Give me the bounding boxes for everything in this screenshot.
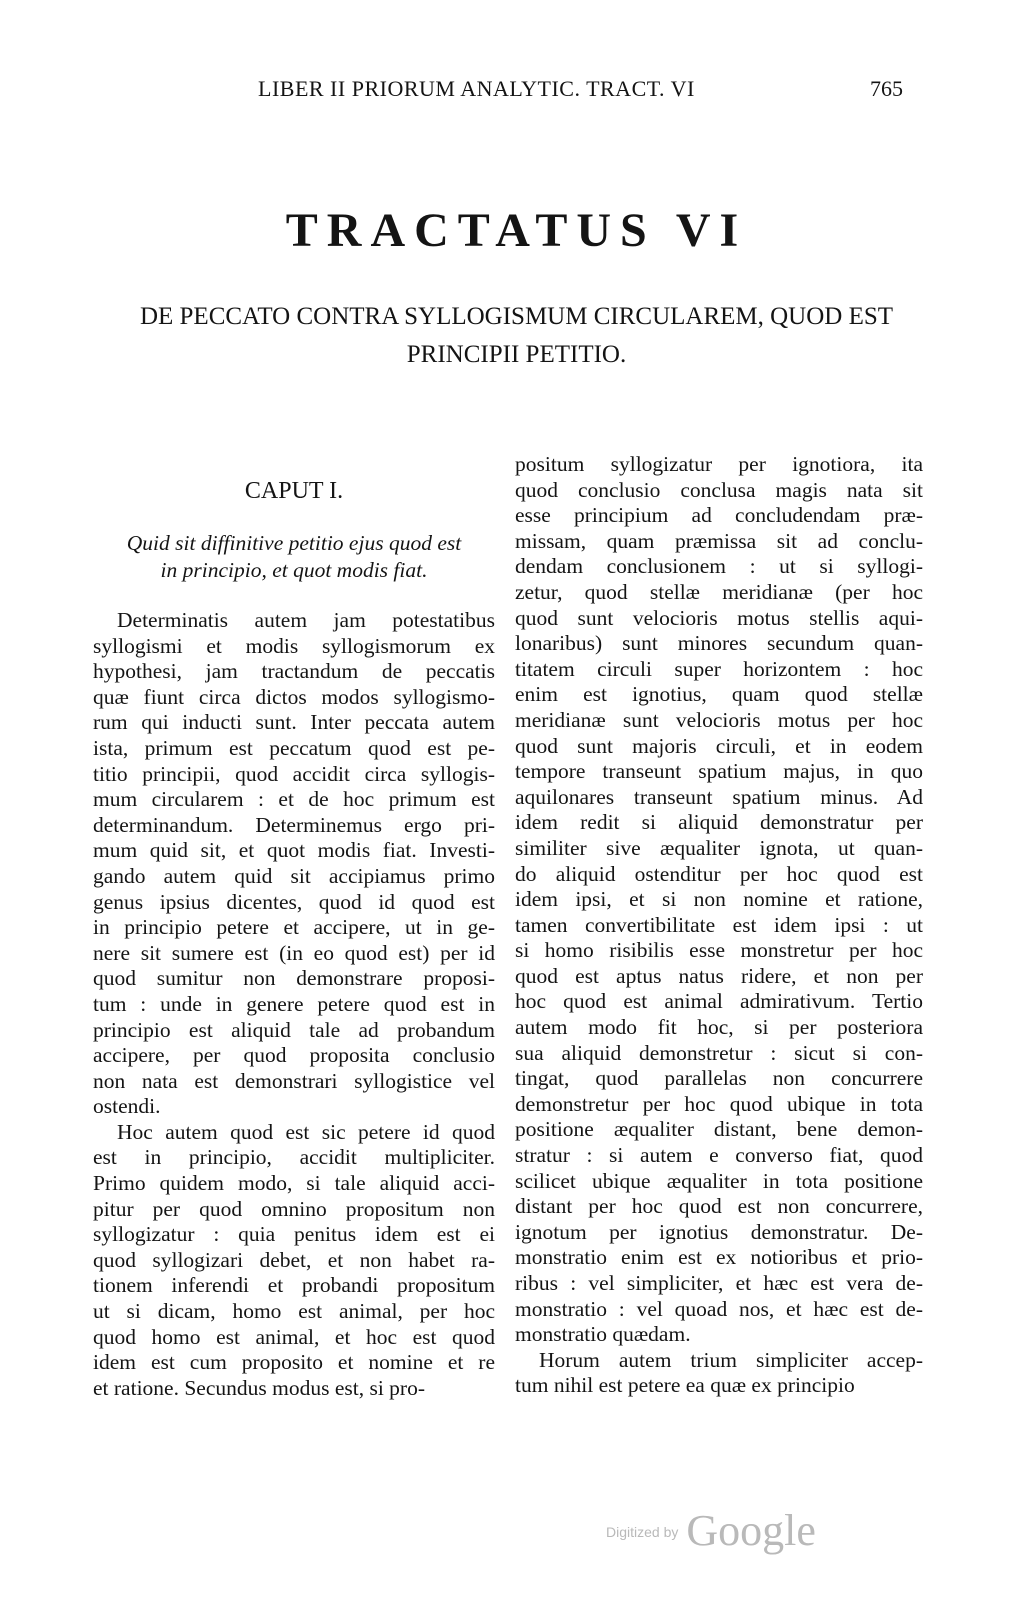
text-line: tum nihil est petere ea quæ ex principio xyxy=(515,1373,855,1398)
chapter-subheading xyxy=(93,530,495,584)
text-line: quod syllogizari debet, et non habet ra- xyxy=(93,1247,495,1272)
text-line: est in principio, accidit multipliciter. xyxy=(93,1145,495,1170)
text-line: quod est aptus natus ridere, et non per xyxy=(515,963,923,988)
text-line: syllogismi et modis syllogismorum ex xyxy=(93,633,495,658)
text-line: titio principii, quod accidit circa syllogis- xyxy=(93,761,495,786)
text-line: quod conclusio conclusa magis nata sit xyxy=(515,477,923,502)
chapter-subheading-line: Quid sit diffinitive petitio ejus quod est xyxy=(126,531,462,555)
text-line: ribus : vel simpliciter, et hæc est vera de- xyxy=(515,1271,923,1295)
text-line: distant per hoc quod est non concurrere, xyxy=(515,1194,923,1219)
text-line: ut si dicam, homo est animal, per hoc xyxy=(93,1299,495,1324)
text-line: ignotum per ignotius demonstratur. De- xyxy=(515,1219,923,1244)
text-line: accipere, per quod proposita conclusio xyxy=(93,1043,495,1068)
text-line: gando autem quid sit accipiamus primo xyxy=(93,863,495,888)
chapter-heading: CAPUT I. xyxy=(244,478,344,504)
text-line: sua aliquid demonstretur : sicut si con- xyxy=(515,1040,923,1065)
text-line: esse principium ad concludendam præ- xyxy=(515,503,923,528)
digitized-watermark xyxy=(606,1505,816,1556)
text-line: tionem inferendi et probandi propositum xyxy=(93,1273,495,1298)
text-line: stratur : si autem e converso fiat, quod xyxy=(515,1143,923,1168)
text-line: scilicet ubique æqualiter in tota positione xyxy=(515,1168,923,1193)
page-number: 765 xyxy=(870,76,903,101)
text-line: ista, primum est peccatum quod est pe- xyxy=(93,735,495,760)
text-line: Horum autem trium simpliciter accep- xyxy=(539,1347,923,1372)
text-line: tamen convertibilitate est idem ipsi : ut xyxy=(515,912,923,937)
text-line: hypothesi, jam tractandum de peccatis xyxy=(93,659,495,684)
text-line: hoc quod est animal admirativum. Tertio xyxy=(515,989,923,1014)
text-line: si homo risibilis esse monstretur per hoc xyxy=(515,938,923,963)
watermark-caption: Digitized by xyxy=(606,1524,679,1540)
text-line: Primo quidem modo, si tale aliquid acci- xyxy=(93,1171,495,1196)
text-line: meridianæ sunt velocioris motus per hoc xyxy=(515,707,923,732)
text-line: mum quid sit, et quot modis fiat. Investi- xyxy=(93,838,495,863)
text-line: titatem circuli super horizontem : hoc xyxy=(515,656,923,681)
text-line: monstratio quædam. xyxy=(515,1322,691,1347)
treatise-subtitle: DE PECCATO CONTRA SYLLOGISMUM CIRCULAREM, QUOD EST PRINCIPII PETITIO. xyxy=(139,303,894,368)
text-line: principio est aliquid tale ad probandum xyxy=(93,1017,495,1042)
text-line: nere sit sumere est (in eo quod est) per id xyxy=(93,940,495,965)
text-line: Determinatis autem jam potestatibus xyxy=(117,608,495,632)
left-text-column xyxy=(93,608,495,1401)
text-line: quod sumitur non demonstrare proposi- xyxy=(93,966,495,991)
text-line: zetur, quod stellæ meridianæ (per hoc xyxy=(515,579,923,604)
text-line: aquilonares transeunt spatium minus. Ad xyxy=(515,784,923,809)
google-logo: Google xyxy=(686,1506,816,1555)
text-line: determinandum. Determinemus ergo pri- xyxy=(93,812,495,837)
text-line: tempore transeunt spatium majus, in quo xyxy=(515,759,923,784)
text-line: rum qui inducti sunt. Inter peccata autem xyxy=(93,710,495,735)
text-line: dendam conclusionem : ut si syllogi- xyxy=(515,554,923,579)
text-line: enim est ignotius, quam quod stellæ xyxy=(515,682,923,707)
right-text-column xyxy=(515,452,923,1399)
text-line: demonstretur per hoc quod ubique in tota xyxy=(515,1091,923,1116)
text-line: monstratio : vel quoad nos, et hæc est de- xyxy=(515,1296,923,1321)
text-line: idem redit si aliquid demonstratur per xyxy=(515,810,923,835)
text-line: quod sunt majoris circuli, et in eodem xyxy=(515,733,923,758)
text-line: similiter sive æqualiter ignota, ut quan- xyxy=(515,835,923,860)
text-line: missam, quam præmissa sit ad conclu- xyxy=(515,528,923,553)
text-line: mum circularem : et de hoc primum est xyxy=(93,787,495,812)
text-line: non nata est demonstrari syllogistice vel xyxy=(93,1068,495,1093)
text-line: pitur per quod omnino propositum non xyxy=(93,1196,495,1221)
text-line: genus ipsius dicentes, quod id quod est xyxy=(93,889,495,914)
text-line: autem modo fit hoc, si per posteriora xyxy=(515,1015,923,1040)
text-line: do aliquid ostenditur per hoc quod est xyxy=(515,861,923,886)
text-line: idem est cum proposito et nomine et re xyxy=(93,1350,495,1375)
text-line: quod sunt velocioris motus stellis aqui- xyxy=(515,605,923,630)
text-line: idem ipsi, et si non nomine et ratione, xyxy=(515,887,923,912)
text-line: in principio petere et accipere, ut in ge- xyxy=(93,915,495,940)
treatise-title: TRACTATUS VI xyxy=(285,204,748,257)
text-line: ostendi. xyxy=(93,1094,161,1119)
text-line: quæ fiunt circa dictos modos syllogismo- xyxy=(93,684,495,709)
text-line: positum syllogizatur per ignotiora, ita xyxy=(515,452,923,476)
text-line: Hoc autem quod est sic petere id quod xyxy=(117,1119,495,1144)
chapter-subheading-line: in principio, et quot modis fiat. xyxy=(160,558,428,582)
text-line: quod homo est animal, et hoc est quod xyxy=(93,1324,495,1349)
text-line: syllogizatur : quia penitus idem est ei xyxy=(93,1222,495,1247)
text-line: tum : unde in genere petere quod est in xyxy=(93,991,495,1016)
text-line: tingat, quod parallelas non concurrere xyxy=(515,1066,923,1091)
running-head xyxy=(0,76,1033,106)
text-line: positione æqualiter distant, bene demon- xyxy=(515,1117,923,1142)
running-title: LIBER II PRIORUM ANALYTIC. TRACT. VI xyxy=(258,76,695,101)
text-line: monstratio enim est ex notioribus et prio- xyxy=(515,1245,923,1270)
text-line: lonaribus) sunt minores secundum quan- xyxy=(515,631,923,656)
text-line: et ratione. Secundus modus est, si pro- xyxy=(93,1375,426,1400)
